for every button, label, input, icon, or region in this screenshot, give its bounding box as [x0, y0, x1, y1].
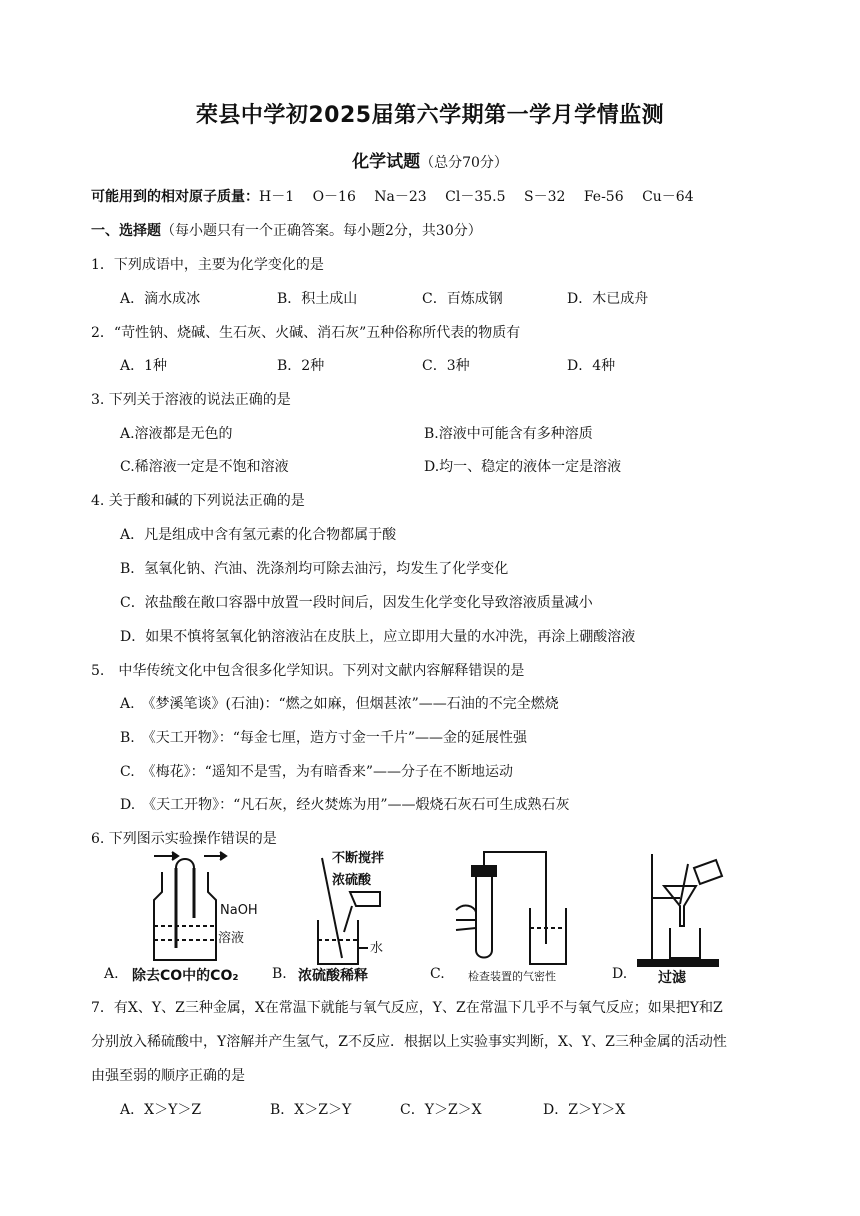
q7-option-c: C．Y＞Z＞X [400, 1102, 482, 1118]
figure-a-reagent2: 溶液 [218, 931, 245, 946]
q1-option-c: C．百炼成钢 [422, 291, 503, 307]
section-note: （每小题只有一个正确答案。每小题2分，共30分） [161, 223, 482, 239]
subject-title: 化学试题 [352, 152, 421, 172]
q3-option-c: C.稀溶液一定是不饱和溶液 [120, 459, 289, 475]
question-7-line-3: 由强至弱的顺序正确的是 [91, 1068, 245, 1084]
q3-option-d: D.均一、稳定的液体一定是溶液 [424, 459, 622, 475]
question-1-stem: 1．下列成语中，主要为化学变化的是 [91, 257, 324, 273]
atomic-masses-values: H－1 O－16 Na－23 Cl－35.5 S－32 Fe-56 Cu－64 [259, 189, 694, 205]
q7-option-d: D．Z＞Y＞X [543, 1102, 626, 1118]
figure-a-caption: 除去CO中的CO₂ [132, 968, 239, 984]
q2-option-b: B．2种 [277, 358, 325, 374]
figure-c-airtightness-check [450, 848, 580, 988]
q7-option-a: A．X＞Y＞Z [120, 1102, 202, 1118]
figure-d-filtration [630, 848, 730, 988]
q2-option-a: A．1种 [120, 358, 168, 374]
q4-option-d: D．如果不慎将氢氧化钠溶液沾在皮肤上，应立即用大量的水冲洗，再涂上硼酸溶液 [120, 629, 636, 645]
figure-b-note-water: 水 [370, 941, 384, 956]
figure-c-caption: 检查装置的气密性 [468, 970, 556, 983]
q4-option-b: B．氢氧化钠、汽油、洗涤剂均可除去油污，均发生了化学变化 [120, 561, 509, 577]
q2-option-c: C．3种 [422, 358, 470, 374]
q4-option-a: A．凡是组成中含有氢元素的化合物都属于酸 [120, 527, 397, 543]
q5-option-b: B. 《天工开物》：“每金七厘，造方寸金一千片”——金的延展性强 [120, 730, 528, 746]
figure-b-caption: 浓硫酸稀释 [298, 968, 368, 984]
q7-option-b: B．X＞Z＞Y [270, 1102, 352, 1118]
question-3-stem: 3. 下列关于溶液的说法正确的是 [91, 392, 291, 408]
question-6-stem: 6. 下列图示实验操作错误的是 [91, 831, 277, 847]
q3-option-a: A.溶液都是无色的 [120, 426, 233, 442]
figure-a-gas-washing-bottle [120, 848, 270, 988]
q1-option-a: A．滴水成冰 [120, 291, 201, 307]
figure-a-reagent: NaOH [220, 903, 258, 918]
figure-a-label: A. [104, 966, 119, 982]
figure-b-note-acid: 浓硫酸 [332, 873, 372, 888]
figure-d-caption: 过滤 [658, 970, 686, 986]
question-4-stem: 4. 关于酸和碱的下列说法正确的是 [91, 493, 305, 509]
exam-subtitle [0, 147, 860, 172]
figure-d-label: D. [612, 966, 628, 982]
section-heading [91, 221, 482, 241]
q4-option-c: C．浓盐酸在敞口容器中放置一段时间后，因发生化学变化导致溶液质量减小 [120, 595, 593, 611]
q1-option-b: B．积土成山 [277, 291, 358, 307]
q5-option-a: A. 《梦溪笔谈》(石油)：“燃之如麻，但烟甚浓”——石油的不完全燃烧 [120, 696, 559, 712]
total-score-note: （总分70分） [420, 155, 508, 171]
q1-option-d: D．木已成舟 [567, 291, 649, 307]
atomic-masses [91, 187, 694, 207]
figure-b-note-stir: 不断搅拌 [332, 851, 385, 866]
question-2-stem: 2．“苛性钠、烧碱、生石灰、火碱、消石灰”五种俗称所代表的物质有 [91, 325, 521, 341]
figure-b-acid-dilution [292, 848, 402, 988]
question-5-stem: 5. 中华传统文化中包含很多化学知识。下列对文献内容解释错误的是 [91, 663, 525, 679]
q5-option-c: C. 《梅花》：“遥知不是雪，为有暗香来”——分子在不断地运动 [120, 764, 513, 780]
q3-option-b: B.溶液中可能含有多种溶质 [424, 426, 593, 442]
q2-option-d: D．4种 [567, 358, 616, 374]
atomic-masses-label: 可能用到的相对原子质量： [91, 189, 259, 205]
figure-b-label: B. [272, 966, 287, 982]
question-7-line-1: 7．有X、Y、Z三种金属，X在常温下就能与氧气反应，Y、Z在常温下几乎不与氧气反应；如果把Y和Z [91, 1000, 723, 1016]
q5-option-d: D. 《天工开物》：“凡石灰，经火焚炼为用”——煅烧石灰石可生成熟石灰 [120, 797, 570, 813]
figure-c-label: C. [430, 966, 445, 982]
exam-title: 荣县中学初2025届第六学期第一学月学情监测 [195, 103, 665, 128]
section-title: 一、选择题 [91, 223, 161, 239]
question-7-line-2: 分别放入稀硫酸中，Y溶解并产生氢气，Z不反应．根据以上实验事实判断，X、Y、Z三种金属的活动性 [91, 1034, 727, 1050]
